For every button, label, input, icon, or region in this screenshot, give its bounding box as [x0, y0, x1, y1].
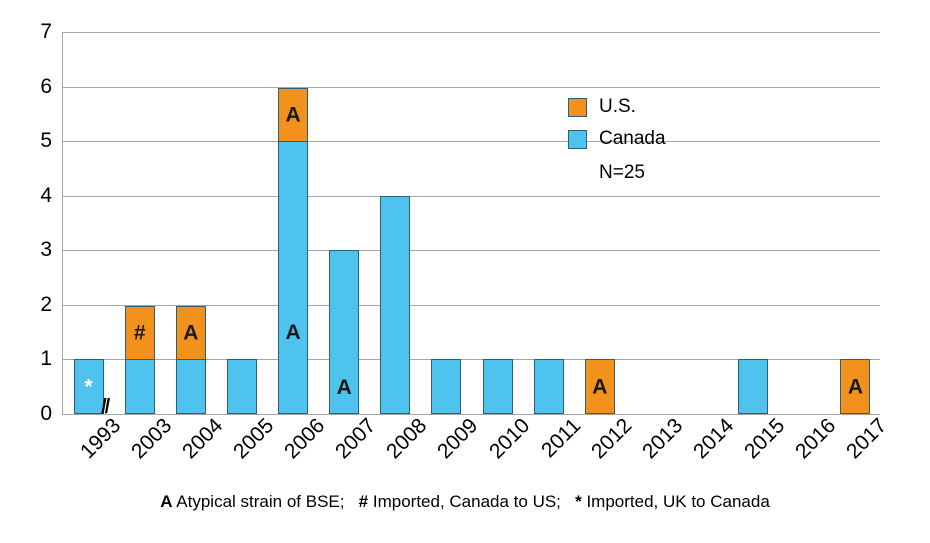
x-tick-2014: 2014	[689, 414, 739, 464]
bar-slot-2009	[421, 32, 472, 414]
bar-segment-2017-us[interactable]	[840, 359, 870, 414]
bar-segment-2003-us[interactable]	[125, 306, 155, 361]
bar-slot-2007	[319, 32, 370, 414]
bar-segment-2010-canada[interactable]	[483, 359, 513, 414]
x-tick-2010: 2010	[484, 414, 534, 464]
legend-label-canada: Canada	[599, 128, 666, 149]
bar-2012[interactable]	[585, 360, 615, 414]
bar-2004[interactable]	[176, 307, 206, 414]
footnote-text-hash: Imported, Canada to US;	[372, 492, 561, 511]
legend-swatch-canada-icon	[568, 130, 587, 149]
legend	[568, 96, 666, 184]
bar-slot-2005	[216, 32, 267, 414]
x-tick-1993: 1993	[75, 414, 125, 464]
bar-slot-2012	[574, 32, 625, 414]
bar-annotation-2007-canada: A	[336, 375, 352, 399]
bar-segment-2006-canada[interactable]	[278, 141, 308, 414]
axis-break-symbol: //	[101, 396, 109, 418]
x-tick-2007: 2007	[331, 414, 381, 464]
bar-segment-2015-canada[interactable]	[738, 359, 768, 414]
x-tick-2004: 2004	[177, 414, 228, 464]
bar-annotation-2004-us: A	[183, 321, 199, 345]
bar-slot-2008	[370, 32, 421, 414]
legend-item-us	[568, 96, 666, 118]
y-tick-1: 1	[40, 347, 52, 371]
legend-swatch-us-icon	[568, 98, 587, 117]
bar-series-group	[63, 32, 880, 414]
x-tick-2015: 2015	[740, 414, 790, 464]
x-tick-2011: 2011	[536, 414, 585, 463]
bar-2003[interactable]	[125, 307, 155, 414]
x-tick-2016: 2016	[791, 414, 841, 464]
bar-slot-1993	[63, 32, 114, 414]
bar-slot-2017	[830, 32, 881, 414]
x-axis-tick-labels	[63, 414, 892, 474]
x-tick-2009: 2009	[433, 414, 483, 464]
bar-slot-2013	[625, 32, 676, 414]
y-tick-6: 6	[40, 74, 52, 98]
bar-2010[interactable]	[483, 360, 513, 414]
bar-slot-2006	[268, 32, 319, 414]
x-tick-2017: 2017	[842, 414, 892, 464]
x-tick-2006: 2006	[280, 414, 330, 464]
bar-slot-2015	[728, 32, 779, 414]
bar-2007[interactable]	[329, 251, 359, 414]
bar-2006[interactable]	[278, 89, 308, 414]
y-tick-3: 3	[40, 238, 52, 262]
x-tick-2012: 2012	[586, 414, 637, 464]
bar-segment-2004-canada[interactable]	[176, 359, 206, 414]
bar-2005[interactable]	[227, 360, 257, 414]
bar-segment-2004-us[interactable]	[176, 306, 206, 361]
x-tick-2005: 2005	[228, 414, 279, 464]
x-tick-2013: 2013	[637, 414, 688, 464]
bar-slot-2003	[114, 32, 165, 414]
x-tick-2003: 2003	[126, 414, 176, 464]
bar-slot-2004	[165, 32, 216, 414]
footnote-mark-hash: #	[358, 492, 369, 511]
bar-1993[interactable]	[74, 360, 104, 414]
bar-slot-2016	[779, 32, 830, 414]
footnote-mark-a: A	[160, 492, 173, 511]
y-tick-5: 5	[40, 129, 52, 153]
footnote-text-a: Atypical strain of BSE;	[176, 492, 345, 511]
footnote-imported-uk	[575, 492, 770, 511]
footnote-mark-star: *	[575, 492, 582, 511]
bar-annotation-2006-us: A	[285, 103, 301, 127]
bar-annotation-1993-canada: *	[84, 375, 93, 399]
y-tick-7: 7	[40, 20, 52, 43]
bar-segment-2007-canada[interactable]	[329, 250, 359, 414]
bar-2008[interactable]	[380, 197, 410, 414]
bar-segment-2003-canada[interactable]	[125, 359, 155, 414]
plot-area	[40, 20, 880, 425]
bar-2015[interactable]	[738, 360, 768, 414]
bar-annotation-2006-canada: A	[285, 321, 301, 345]
bar-slot-2010	[472, 32, 523, 414]
bar-segment-2012-us[interactable]	[585, 359, 615, 414]
legend-item-canada	[568, 128, 666, 150]
bar-segment-2005-canada[interactable]	[227, 359, 257, 414]
bar-2009[interactable]	[431, 360, 461, 414]
bar-segment-2006-us[interactable]	[278, 88, 308, 143]
bar-2011[interactable]	[534, 360, 564, 414]
legend-label-us: U.S.	[599, 96, 636, 117]
y-tick-2: 2	[40, 292, 52, 316]
bar-slot-2011	[523, 32, 574, 414]
footnote-text-star: Imported, UK to Canada	[586, 492, 770, 511]
bar-segment-2008-canada[interactable]	[380, 196, 410, 414]
bar-segment-2011-canada[interactable]	[534, 359, 564, 414]
bar-slot-2014	[677, 32, 728, 414]
y-tick-4: 4	[40, 183, 52, 207]
bar-annotation-2003-us: #	[133, 321, 146, 345]
total-count-note: N=25	[599, 162, 645, 183]
bar-annotation-2012-us: A	[592, 375, 608, 399]
footnote-imported-canada	[359, 492, 566, 511]
footnote	[0, 492, 930, 512]
y-tick-0: 0	[40, 402, 52, 425]
bar-segment-1993-canada[interactable]	[74, 359, 104, 414]
footnote-atypical	[160, 492, 349, 511]
bar-annotation-2017-us: A	[847, 375, 864, 399]
bar-segment-2009-canada[interactable]	[431, 359, 461, 414]
bar-2017[interactable]	[840, 360, 870, 414]
x-tick-2008: 2008	[382, 414, 432, 464]
